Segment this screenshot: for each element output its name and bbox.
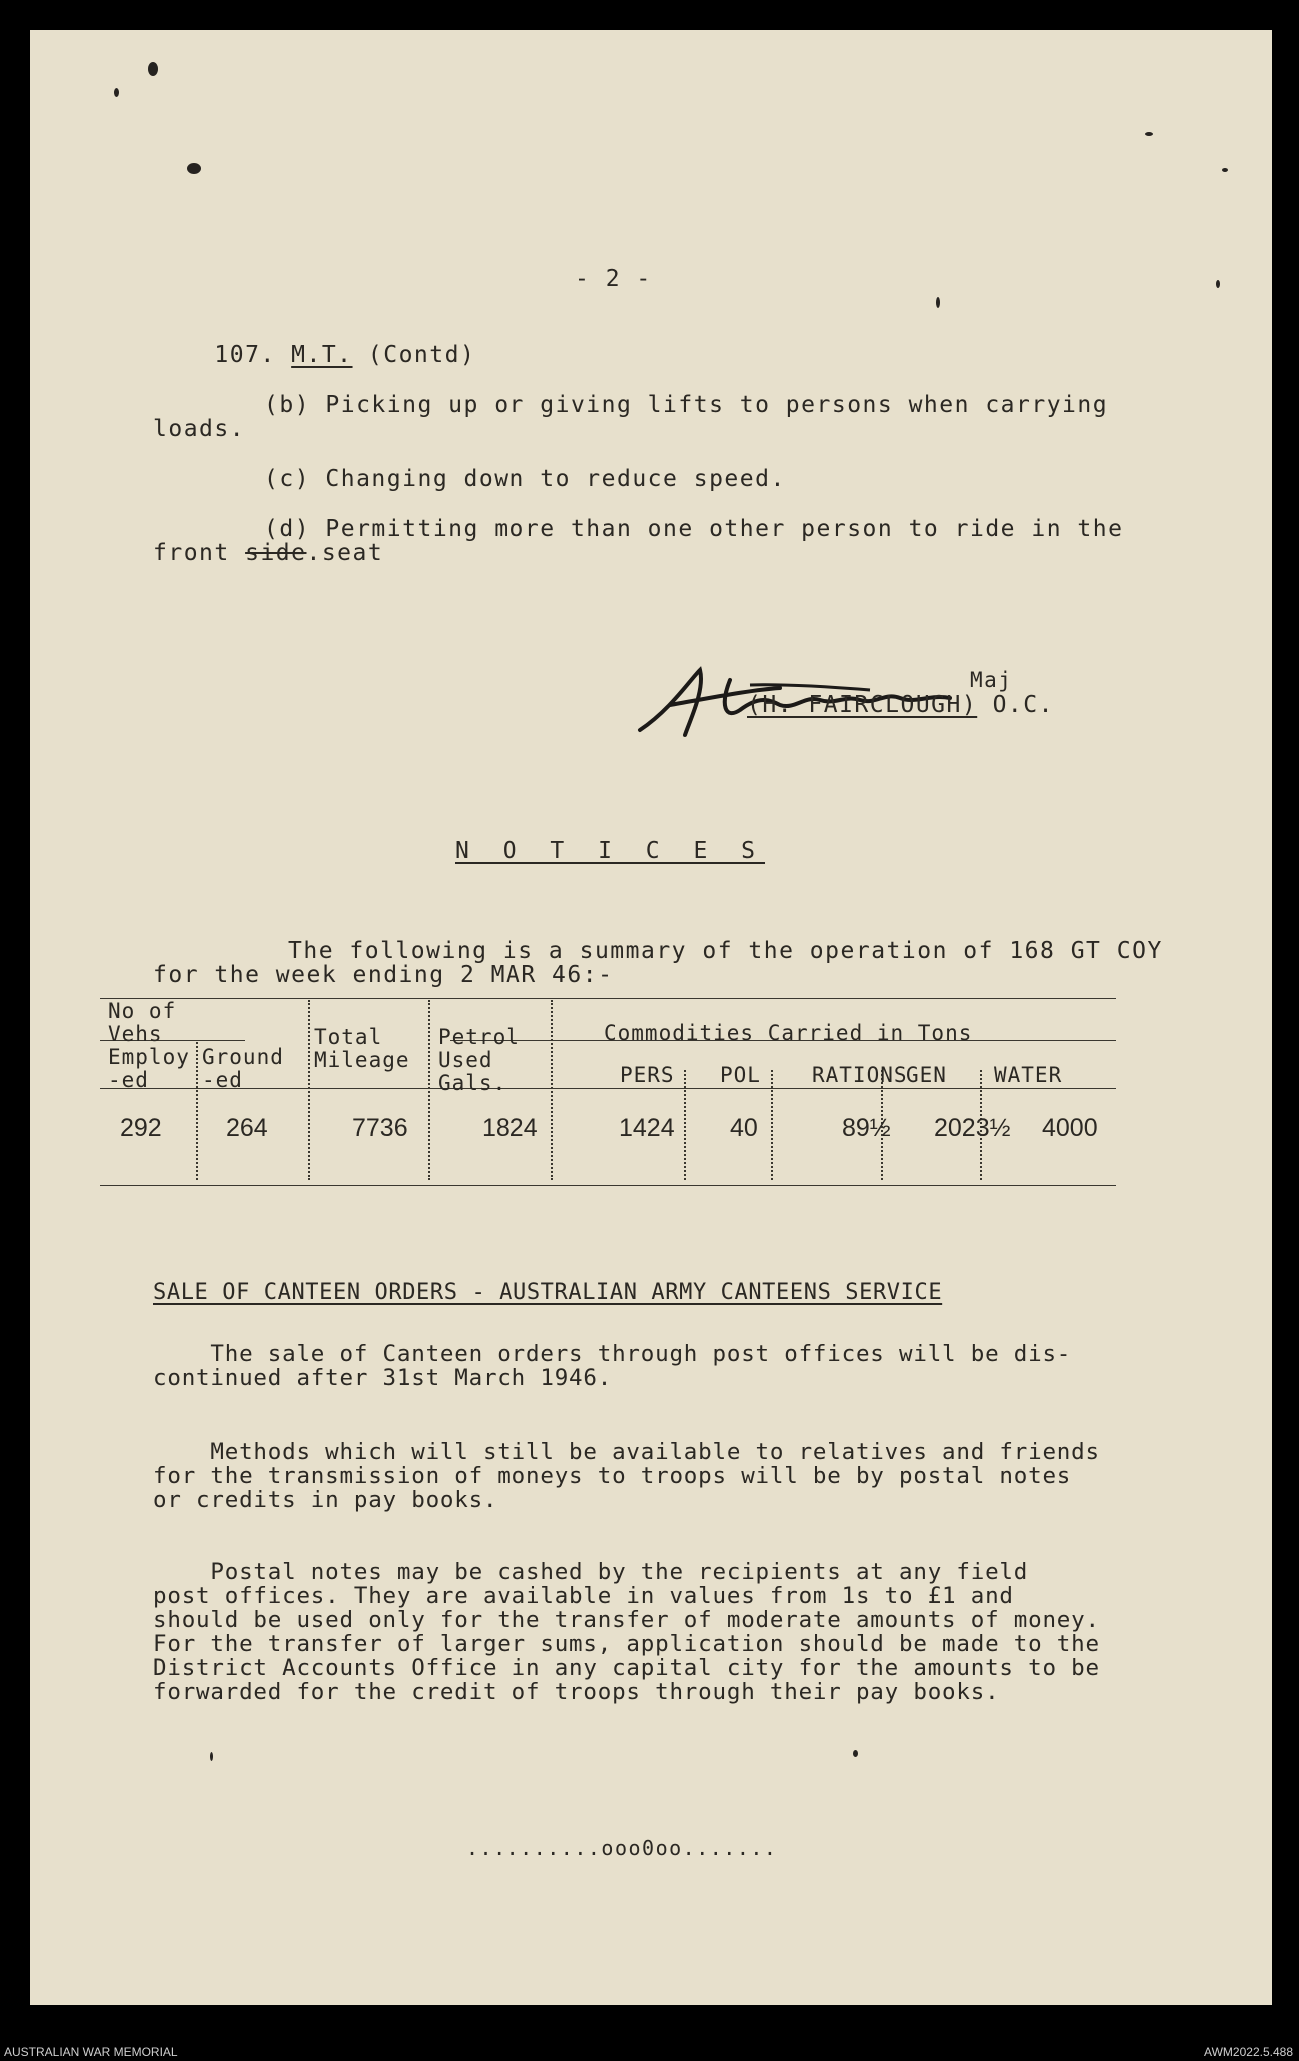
header-petrol: Petrol Used Gals. (438, 1025, 520, 1095)
cell-employed: 292 (120, 1114, 162, 1142)
summary-intro-line1: The following is a summary of the operation of 168 GT COY (288, 938, 1163, 964)
header-gen: GEN (906, 1063, 947, 1087)
cell-petrol: 1824 (482, 1114, 538, 1142)
item-d-start: front (153, 540, 246, 566)
section-title: M.T. (291, 342, 353, 368)
cell-pers: 1424 (619, 1114, 675, 1142)
item-c: (c) Changing down to reduce speed. (264, 466, 786, 492)
cell-rations: 89½ (842, 1114, 891, 1142)
item-b-line1: (b) Picking up or giving lifts to persons when carrying (264, 392, 1109, 418)
ink-speck (187, 163, 201, 174)
ink-speck (1145, 132, 1153, 136)
struck-word: side (245, 540, 307, 566)
item-d-line2 (153, 540, 383, 566)
notices-heading: N O T I C E S (455, 838, 766, 864)
end-mark: ..........ooo0oo....... (466, 1836, 778, 1860)
footer-right: AWM2022.5.488 (1204, 2045, 1293, 2059)
header-rations: RATIONS (812, 1063, 908, 1087)
ink-speck (1216, 280, 1220, 288)
cell-mileage: 7736 (352, 1114, 408, 1142)
cell-gen: 2023½ (934, 1114, 1011, 1142)
document-page (30, 30, 1272, 2005)
header-commodities: Commodities Carried in Tons (604, 1021, 973, 1045)
signatory-title: O.C. (992, 692, 1054, 718)
signatory-name (747, 692, 1054, 718)
cell-pol: 40 (730, 1114, 758, 1142)
cell-water: 4000 (1042, 1114, 1098, 1142)
section-number: 107. (214, 342, 276, 368)
item-d-line1: (d) Permitting more than one other person to ride in the (264, 516, 1124, 542)
signatory-name-text: (H. FAIRCLOUGH) (747, 692, 978, 718)
ink-speck (148, 62, 158, 76)
item-b-line2: loads. (153, 416, 246, 442)
canteen-paragraph-2: Methods which will still be available to relatives and friends for the transmission of moneys to troops will be by postal notes or credits in pay books. (153, 1439, 1100, 1513)
canteen-heading: SALE OF CANTEEN ORDERS - AUSTRALIAN ARMY CANTEENS SERVICE (153, 1280, 943, 1305)
header-grounded: Ground -ed (202, 1045, 284, 1092)
cell-grounded: 264 (226, 1114, 268, 1142)
canteen-paragraph-3: Postal notes may be cashed by the recipients at any field post offices. They are available in values from 1s to £1 and should be used only for the transfer of moderate amounts of money. For the transfer of larger sums, application should be made to the District Accounts Office in any capital city for the amounts to be forwarded for the credit of troops through their pay books. (153, 1559, 1100, 1705)
signature-suffix: Maj (970, 668, 1013, 692)
header-total-mileage: Total Mileage (314, 1025, 410, 1072)
ink-speck (936, 297, 940, 308)
canteen-paragraph-1: The sale of Canteen orders through post offices will be dis- continued after 31st March 1946. (153, 1341, 1072, 1391)
section-heading (153, 316, 475, 394)
header-pol: POL (720, 1063, 761, 1087)
header-employed: Employ -ed (108, 1045, 190, 1092)
ink-speck (114, 88, 119, 97)
ink-speck (1222, 168, 1228, 172)
section-contd: (Contd) (367, 342, 476, 368)
correction-word: .seat (306, 540, 384, 566)
header-no-of-vehs: No of Vehs (108, 999, 177, 1046)
header-pers: PERS (620, 1063, 675, 1087)
page-number: - 2 - (575, 266, 652, 292)
ink-speck (210, 1752, 213, 1761)
header-water: WATER (994, 1063, 1063, 1087)
ink-speck (853, 1750, 858, 1757)
footer-left: AUSTRALIAN WAR MEMORIAL (4, 2045, 178, 2059)
summary-intro-line2: for the week ending 2 MAR 46:- (153, 962, 614, 988)
